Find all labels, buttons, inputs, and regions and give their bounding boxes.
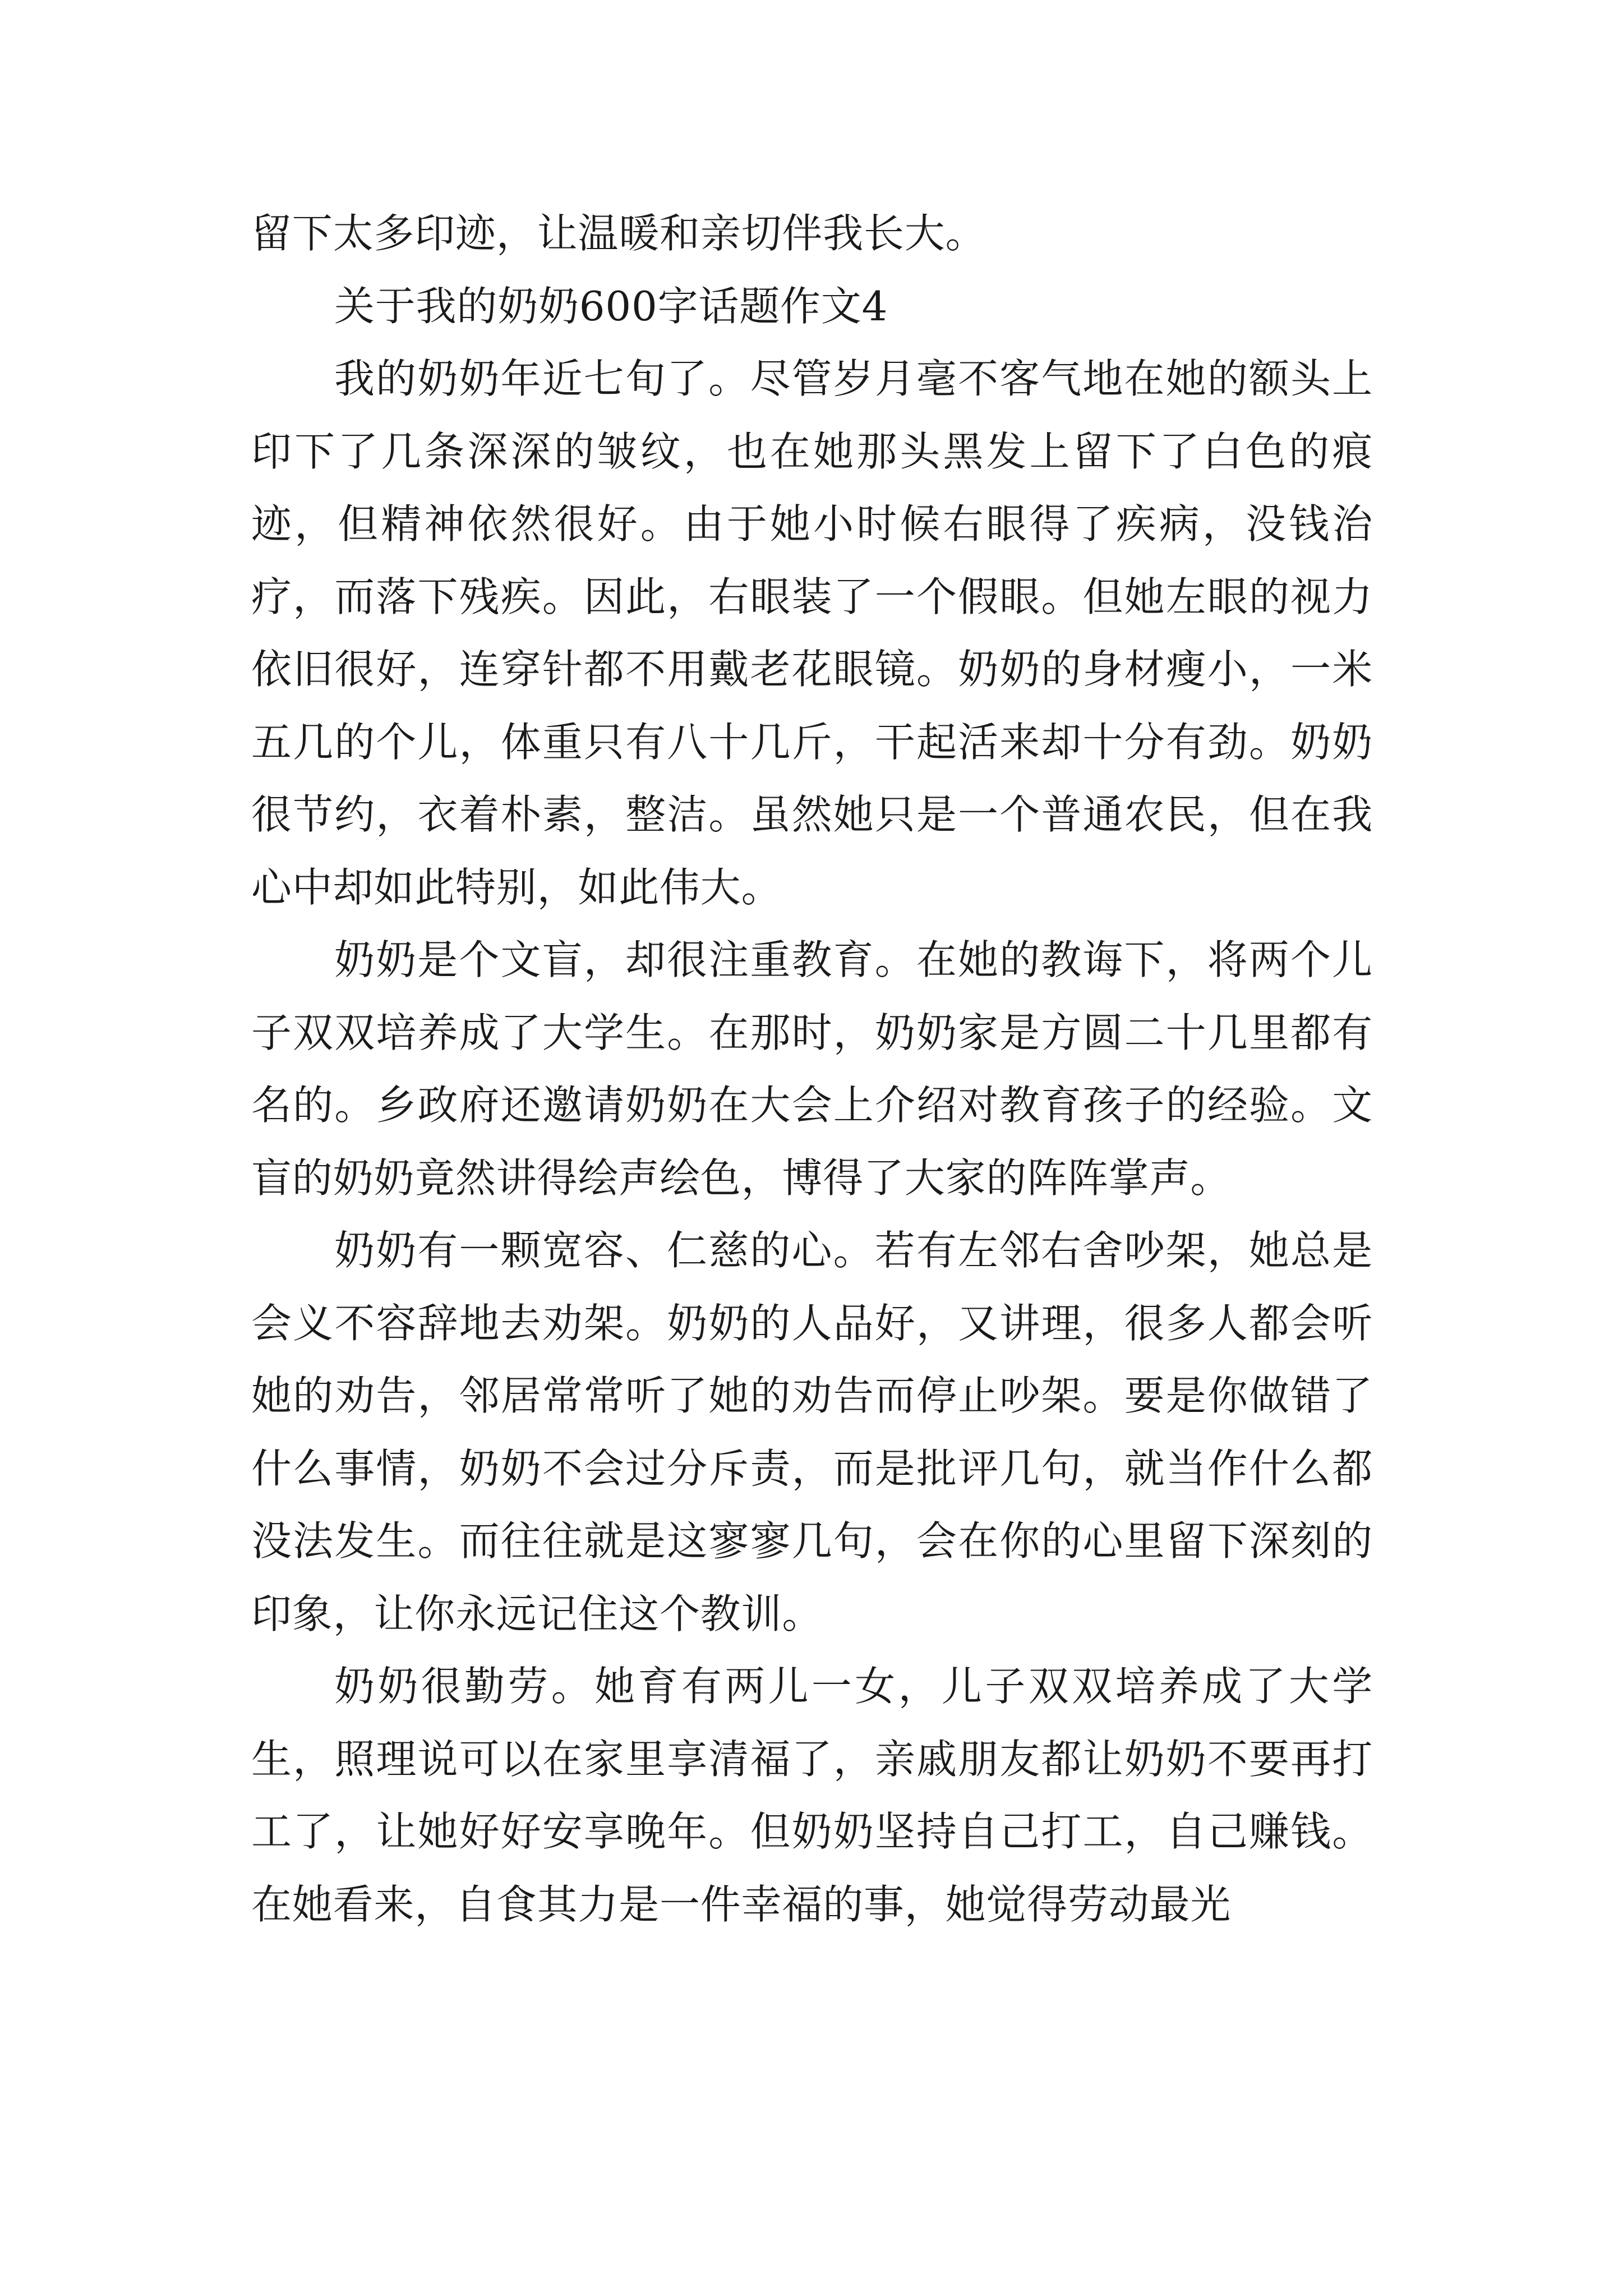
paragraph-education: 奶奶是个文盲，却很注重教育。在她的教诲下，将两个儿子双双培养成了大学生。在那时，奶奶家是方圆二十几里都有名的。乡政府还邀请奶奶在大会上介绍对教育孩子的经验。文盲的奶奶竟然讲得绘声绘色，博得了大家的阵阵掌声。 — [251, 936, 1373, 1202]
essay-text — [251, 197, 1373, 1941]
paragraph-intro: 我的奶奶年近七旬了。尽管岁月毫不客气地在她的额头上印下了几条深深的皱纹，也在她那头黑发上留下了白色的痕迹，但精神依然很好。由于她小时候右眼得了疾病，没钱治疗，而落下残疾。因此，右眼装了一个假眼。但她左眼的视力依旧很好，连穿针都不用戴老花眼镜。奶奶的身材瘦小，一米五几的个儿，体重只有八十几斤，干起活来却十分有劲。奶奶很节约，衣着朴素，整洁。虽然她只是一个普通农民，但在我心中却如此特别，如此伟大。 — [251, 355, 1373, 911]
paragraph-diligence: 奶奶很勤劳。她育有两儿一女，儿子双双培养成了大学生，照理说可以在家里享清福了，亲戚朋友都让奶奶不要再打工了，让她好好安享晚年。但奶奶坚持自己打工，自己赚钱。在她看来，自食其力是一件幸福的事，她觉得劳动最光 — [251, 1663, 1373, 1928]
essay-heading: 关于我的奶奶600字话题作文4 — [334, 282, 888, 330]
paragraph-kindness: 奶奶有一颗宽容、仁慈的心。若有左邻右舍吵架，她总是会义不容辞地去劝架。奶奶的人品好，又讲理，很多人都会听她的劝告，邻居常常听了她的劝告而停止吵架。要是你做错了什么事情，奶奶不会过分斥责，而是批评几句，就当作什么都没法发生。而往往就是这寥寥几句，会在你的心里留下深刻的印象，让你永远记住这个教训。 — [251, 1227, 1373, 1637]
paragraph-continuation: 留下太多印迹，让温暖和亲切伴我长大。 — [251, 210, 986, 257]
